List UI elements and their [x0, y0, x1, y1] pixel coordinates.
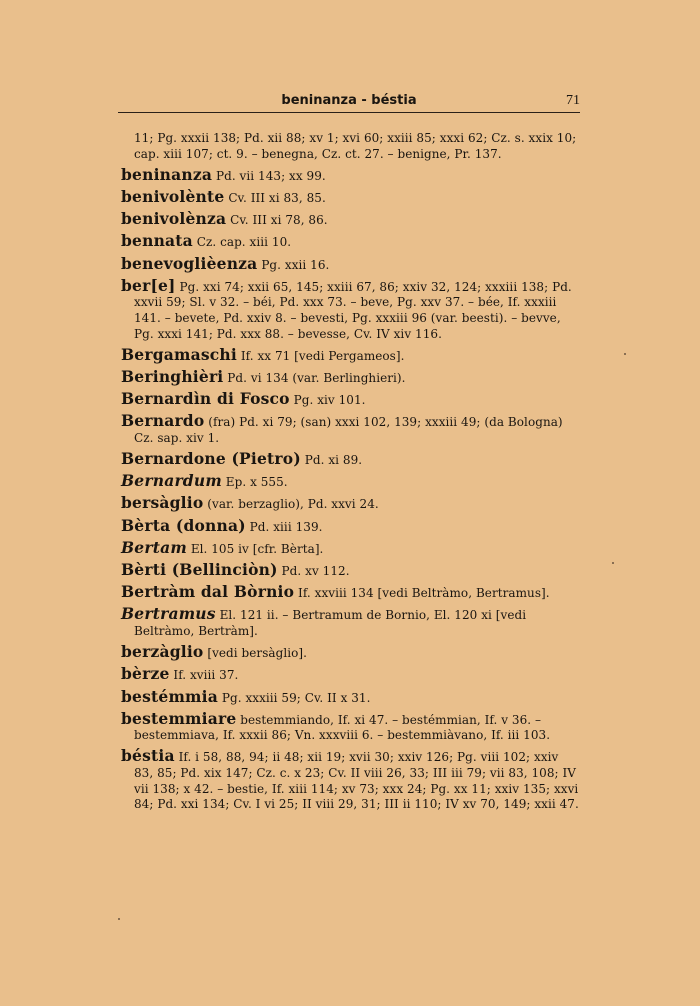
dictionary-entry — [121, 391, 579, 409]
entry-body: Pg. xxi 74; xxii 65, 145; xxiii 67, 86; xxiv 32, 124; xxxiii 138; Pd. xxvii 59; Sl. v 32. – béi, Pd. xxx 73. – beve, Pg. xxv 37. – bée, If. xxxiii 141. – bevete, Pd. xxiv 8. – bevesti, Pg. xxxiii 96 (var. beesti). – bevve, Pg. xxxi 141; Pd. xxx 88. – bevesse, Cv. IV xiv 116. — [134, 279, 572, 341]
dictionary-entry — [121, 537, 579, 558]
entry-body: If. xviii 37. — [173, 668, 239, 683]
entry-body: Ep. x 555. — [225, 475, 288, 490]
entry-body: Pd. vi 134 (var. Berlinghieri). — [227, 370, 406, 385]
dictionary-entry — [121, 515, 579, 536]
entry-headword: benevoglièenza — [121, 253, 258, 273]
running-header — [118, 92, 580, 113]
entry-headword: Beringhièri — [121, 366, 224, 386]
entry-headword: bennata — [121, 231, 193, 251]
entry-headword: Bèrti (Bellinciòn) — [121, 559, 278, 579]
entry-body: Pd. xiii 139. — [249, 519, 323, 534]
dictionary-entry — [121, 233, 579, 251]
entry-body: Pg. xiv 101. — [293, 393, 366, 408]
entry-body: Cz. cap. xiii 10. — [196, 235, 292, 250]
entry-body: If. xxviii 134 [vedi Beltràmo, Bertramus]. — [298, 586, 550, 601]
dictionary-entry — [121, 344, 579, 365]
entry-headword: benivolènza — [121, 209, 227, 229]
dictionary-entry — [121, 413, 579, 446]
paper-speck — [612, 562, 614, 564]
dictionary-entry — [121, 644, 579, 662]
entry-headword: Bertam — [121, 537, 187, 557]
entry-headword: bèrze — [121, 664, 170, 684]
dictionary-entry — [121, 559, 579, 580]
entry-headword: berzàglio — [121, 642, 204, 662]
entry-headword: Bertramus — [121, 604, 216, 624]
paper-speck — [118, 918, 120, 920]
entry-body: If. xx 71 [vedi Pergameos]. — [240, 348, 405, 363]
entry-headword: Bernardìn di Fosco — [121, 389, 290, 409]
page-number: 71 — [566, 93, 580, 108]
entry-headword: Bernardone (Pietro) — [121, 449, 301, 469]
entry-headword: ber[e] — [121, 275, 176, 295]
dictionary-entry — [121, 666, 579, 684]
dictionary-entry — [121, 275, 579, 342]
entry-headword: béstia — [121, 746, 175, 766]
entry-body: El. 121 ii. – Bertramum de Bornio, El. 120 xi [vedi Beltràmo, Bertràm]. — [134, 608, 527, 638]
entry-headword: Bernardo — [121, 411, 205, 431]
entry-body: bestemmiando, If. xi 47. – bestémmian, If. v 36. – bestemmiava, If. xxxii 86; Vn. xxxviii 6. – bestemmiàvano, If. iii 103. — [134, 712, 551, 743]
dictionary-column — [121, 131, 579, 817]
entry-body: Pd. xv 112. — [281, 563, 350, 578]
entry-headword: Bernardum — [121, 471, 222, 491]
entry-headword: bestemmiare — [121, 708, 237, 728]
dictionary-entry — [121, 211, 579, 229]
dictionary-entry — [121, 253, 579, 274]
dictionary-entry — [121, 366, 579, 387]
entry-body: Pd. vii 143; xx 99. — [215, 168, 326, 183]
dictionary-entry — [121, 686, 579, 707]
entry-body: El. 105 iv [cfr. Bèrta]. — [190, 541, 324, 556]
entry-body: Pg. xxii 16. — [261, 257, 330, 272]
dictionary-entry — [121, 584, 579, 602]
entry-headword: Bergamaschi — [121, 344, 237, 364]
entry-body: (fra) Pd. xi 79; (san) xxxi 102, 139; xxxiii 49; (da Bologna) Cz. sap. xiv 1. — [134, 415, 563, 445]
running-title: beninanza - béstia — [281, 93, 417, 108]
dictionary-entry — [121, 748, 579, 812]
entry-headword: bersàglio — [121, 493, 204, 513]
dictionary-entry — [121, 451, 579, 469]
dictionary-entry — [121, 473, 579, 491]
dictionary-entry — [121, 186, 579, 207]
dictionary-entry — [121, 708, 579, 744]
entry-body: 11; Pg. xxxii 138; Pd. xii 88; xv 1; xvi 60; xxiii 85; xxxi 62; Cz. s. xxix 10; cap. xiii 107; ct. 9. – benegna, Cz. ct. 27. – benigne, Pr. 137. — [134, 131, 577, 161]
entry-body: Cv. III xi 78, 86. — [230, 213, 328, 228]
dictionary-entry — [121, 606, 579, 639]
entry-body: (var. berzaglio), Pd. xxvi 24. — [207, 497, 379, 512]
entry-body: [vedi bersàglio]. — [207, 646, 308, 661]
entry-body: If. i 58, 88, 94; ii 48; xii 19; xvii 30; xxiv 126; Pg. viii 102; xxiv 83, 85; Pd. xix 147; Cz. c. x 23; Cv. II viii 26, 33; III iii 79; vii 83, 108; IV vii 138; x 42. – bestie, If. xiii 114; xv 73; xxx 24; Pg. xx 11; xxiv 135; xxvi 84; Pd. xxi 134; Cv. I vi 25; II viii 29, 31; III ii 110; IV xv 70, 149; xxii 47. — [134, 750, 579, 812]
entry-headword: Bertràm dal Bòrnio — [121, 582, 295, 602]
entry-headword: Bèrta (donna) — [121, 515, 246, 535]
dictionary-entry — [121, 495, 579, 513]
dictionary-entry — [121, 164, 579, 185]
paper-speck — [624, 353, 626, 355]
entry-body: Cv. III xi 83, 85. — [228, 190, 326, 205]
entry-headword: beninanza — [121, 164, 213, 184]
entry-headword: benivolènte — [121, 186, 225, 206]
entry-headword: bestémmia — [121, 686, 218, 706]
entry-body: Pd. xi 89. — [304, 453, 363, 468]
dictionary-entry — [121, 131, 579, 162]
entry-body: Pg. xxxiii 59; Cv. II x 31. — [221, 690, 371, 705]
